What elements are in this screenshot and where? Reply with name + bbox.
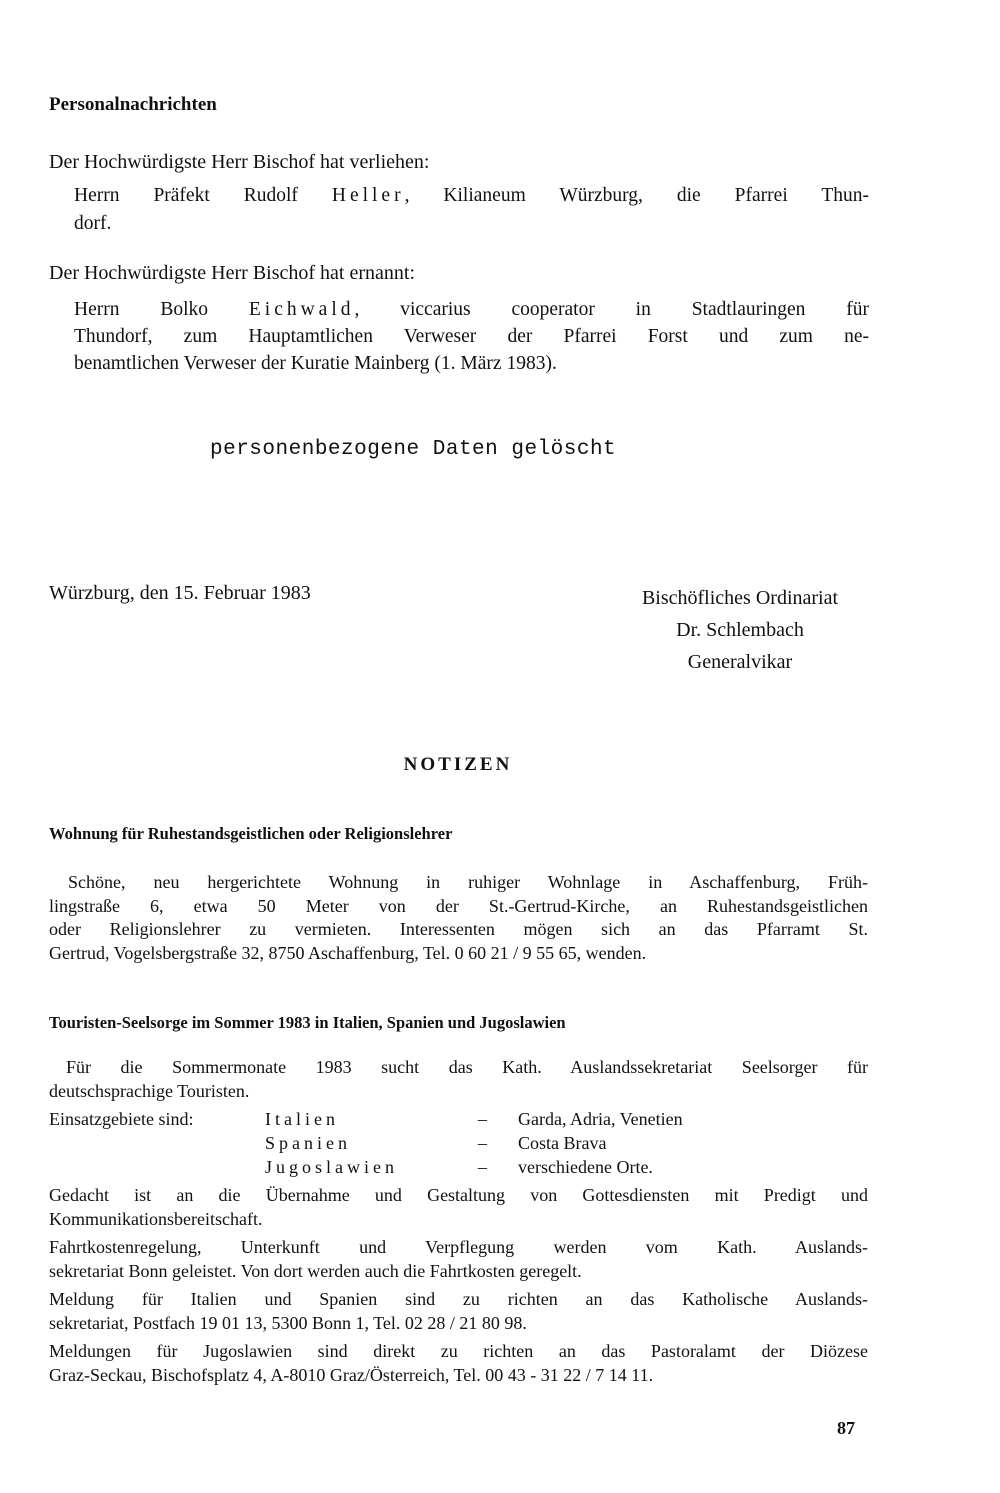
- heller-line-2: dorf.: [74, 213, 112, 234]
- wohnung-line: lingstraße 6, etwa 50 Meter von der St.-Gertrud-Kirche, an Ruhestandsgeistlichen: [49, 895, 868, 916]
- signature-name: Dr. Schlembach: [676, 619, 804, 641]
- page-number: 87: [837, 1418, 855, 1438]
- paragraph-meldung-jugoslawien: [49, 1340, 868, 1387]
- area-country-spanien: Spanien: [265, 1133, 351, 1153]
- redaction-notice: personenbezogene Daten gelöscht: [210, 438, 617, 461]
- eichwald-post-1: , viccarius cooperator in Stadtlauringen für: [354, 299, 869, 320]
- paragraph-line: Fahrtkostenregelung, Unterkunft und Verpflegung werden vom Kath. Auslands-: [49, 1237, 868, 1257]
- section-heading-notizen: NOTIZEN: [403, 754, 513, 775]
- section-heading-personalnachrichten: Personalnachrichten: [49, 94, 217, 115]
- areas-dashes: [478, 1107, 487, 1179]
- heller-post-1: , Kilianeum Würzburg, die Pfarrei Thun-: [404, 185, 870, 206]
- area-places-jugoslawien: verschiedene Orte.: [518, 1157, 653, 1177]
- ernannt-intro: Der Hochwürdigste Herr Bischof hat ernannt:: [49, 262, 415, 284]
- touristen-paragraphs: [49, 1184, 868, 1387]
- eichwald-line-2: Thundorf, zum Hauptamtlichen Verweser der Pfarrei Forst und zum ne-: [74, 326, 869, 347]
- wohnung-line: Gertrud, Vogelsbergstraße 32, 8750 Aschaffenburg, Tel. 0 60 21 / 9 55 65, wenden.: [49, 942, 647, 963]
- wohnung-line: Schöne, neu hergerichtete Wohnung in ruhiger Wohnlage in Aschaffenburg, Früh-: [68, 872, 868, 892]
- area-dash: –: [478, 1109, 487, 1129]
- paragraph-fahrtkosten: [49, 1236, 868, 1283]
- area-country-italien: Italien: [265, 1109, 339, 1129]
- signature-org: Bischöfliches Ordinariat: [641, 587, 839, 609]
- paragraph-line: Gedacht ist an die Übernahme und Gestaltung von Gottesdiensten mit Predigt und: [49, 1185, 868, 1205]
- signature-title: Generalvikar: [687, 651, 793, 673]
- touristen-intro-line: deutschsprachige Touristen.: [49, 1080, 250, 1101]
- signature-block: [600, 582, 880, 678]
- eichwald-name: Eichwald: [248, 299, 355, 320]
- touristen-heading: Touristen-Seelsorge im Sommer 1983 in Italien, Spanien und Jugoslawien: [49, 1013, 566, 1032]
- heller-pre: Herrn Präfekt Rudolf: [74, 185, 332, 206]
- area-dash: –: [478, 1133, 487, 1153]
- paragraph-line: Kommunikationsbereitschaft.: [49, 1208, 263, 1229]
- einsatz-label: Einsatzgebiete sind:: [49, 1109, 194, 1129]
- heller-line-1: [74, 182, 869, 209]
- wohnung-paragraph: [49, 871, 868, 965]
- paragraph-line: Meldung für Italien und Spanien sind zu richten an das Katholische Auslands-: [49, 1289, 868, 1309]
- area-places-spanien: Costa Brava: [518, 1133, 607, 1153]
- verliehen-intro: Der Hochwürdigste Herr Bischof hat verliehen:: [49, 151, 430, 173]
- eichwald-line-1: [74, 296, 869, 323]
- eichwald-line-3: benamtlichen Verweser der Kuratie Mainberg (1. März 1983).: [74, 353, 557, 374]
- eichwald-pre: Herrn Bolko: [74, 299, 249, 320]
- wohnung-line: oder Religionslehrer zu vermieten. Interessenten mögen sich an das Pfarramt St.: [49, 919, 868, 939]
- areas-places: [518, 1107, 683, 1179]
- heller-name: Heller: [331, 185, 405, 206]
- area-country-jugoslawien: Jugoslawien: [265, 1157, 398, 1177]
- paragraph-line: Meldungen für Jugoslawien sind direkt zu richten an das Pastoralamt der Diözese: [49, 1341, 868, 1361]
- paragraph-meldung-italien-spanien: [49, 1288, 868, 1335]
- place-date: Würzburg, den 15. Februar 1983: [49, 582, 311, 604]
- area-places-italien: Garda, Adria, Venetien: [518, 1109, 683, 1129]
- touristen-intro-line: Für die Sommermonate 1983 sucht das Kath. Auslandssekretariat Seelsorger für: [66, 1057, 868, 1077]
- paragraph-line: Graz-Seckau, Bischofsplatz 4, A-8010 Graz/Österreich, Tel. 00 43 - 31 22 / 7 14 11.: [49, 1364, 654, 1385]
- paragraph-gedacht: [49, 1184, 868, 1231]
- area-dash: –: [478, 1157, 487, 1177]
- paragraph-line: sekretariat, Postfach 19 01 13, 5300 Bonn 1, Tel. 02 28 / 21 80 98.: [49, 1312, 527, 1333]
- touristen-intro: [49, 1056, 868, 1103]
- areas-countries: [265, 1107, 398, 1179]
- paragraph-line: sekretariat Bonn geleistet. Von dort werden auch die Fahrtkosten geregelt.: [49, 1260, 582, 1281]
- wohnung-heading: Wohnung für Ruhestandsgeistlichen oder Religionslehrer: [49, 824, 453, 843]
